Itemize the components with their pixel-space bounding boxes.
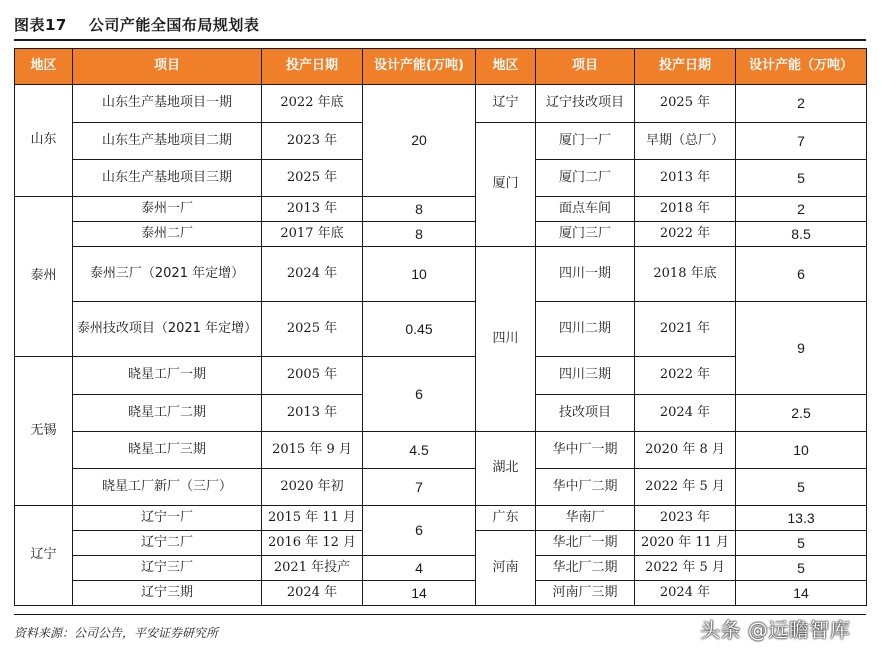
date-cell: 2020 年 11 月 bbox=[635, 531, 736, 556]
capacity-cell: 2 bbox=[736, 197, 867, 222]
capacity-cell: 14 bbox=[736, 581, 867, 606]
capacity-cell: 8 bbox=[363, 197, 476, 222]
project-cell: 技改项目 bbox=[536, 395, 635, 432]
project-cell: 河南厂三期 bbox=[536, 581, 635, 606]
header-capacity: 设计产能(万吨) bbox=[363, 49, 476, 85]
capacity-cell: 5 bbox=[736, 469, 867, 506]
capacity-cell: 20 bbox=[363, 85, 476, 197]
watermark: 头条 @远瞻智库 bbox=[700, 618, 851, 642]
date-cell: 2013 年 bbox=[262, 197, 363, 222]
date-cell: 2015 年 11 月 bbox=[262, 506, 363, 531]
table-row bbox=[15, 581, 867, 606]
project-cell: 辽宁技改项目 bbox=[536, 85, 635, 123]
date-cell: 2022 年 bbox=[635, 357, 736, 395]
capacity-cell: 0.45 bbox=[363, 302, 476, 357]
region-cell: 泰州 bbox=[15, 197, 73, 357]
date-cell: 2025 年 bbox=[262, 160, 363, 197]
project-cell: 山东生产基地项目三期 bbox=[73, 160, 262, 197]
table-row bbox=[15, 222, 867, 247]
region-cell: 河南 bbox=[476, 531, 536, 606]
project-cell: 华南厂 bbox=[536, 506, 635, 531]
project-cell: 华北厂一期 bbox=[536, 531, 635, 556]
project-cell: 山东生产基地项目二期 bbox=[73, 123, 262, 160]
header-date: 投产日期 bbox=[262, 49, 363, 85]
region-cell: 无锡 bbox=[15, 357, 73, 506]
project-cell: 泰州三厂（2021 年定增） bbox=[73, 247, 262, 302]
capacity-cell: 7 bbox=[736, 123, 867, 160]
project-cell: 四川一期 bbox=[536, 247, 635, 302]
figure-title: 公司产能全国布局规划表 bbox=[88, 16, 260, 34]
header-row bbox=[15, 49, 867, 85]
capacity-cell: 10 bbox=[736, 432, 867, 469]
date-cell: 2025 年 bbox=[262, 302, 363, 357]
header-date-right: 投产日期 bbox=[635, 49, 736, 85]
project-cell: 辽宁二厂 bbox=[73, 531, 262, 556]
capacity-cell: 9 bbox=[736, 302, 867, 395]
header-capacity-right: 设计产能（万吨） bbox=[736, 49, 867, 85]
table-row bbox=[15, 247, 867, 302]
project-cell: 山东生产基地项目一期 bbox=[73, 85, 262, 123]
project-cell: 泰州一厂 bbox=[73, 197, 262, 222]
project-cell: 厦门二厂 bbox=[536, 160, 635, 197]
capacity-cell: 4 bbox=[363, 556, 476, 581]
date-cell: 2005 年 bbox=[262, 357, 363, 395]
project-cell: 华北厂二期 bbox=[536, 556, 635, 581]
date-cell: 2020 年 8 月 bbox=[635, 432, 736, 469]
table-title bbox=[14, 14, 259, 35]
region-cell: 湖北 bbox=[476, 432, 536, 506]
project-cell: 华中厂二期 bbox=[536, 469, 635, 506]
capacity-cell: 6 bbox=[363, 357, 476, 432]
date-cell: 2023 年 bbox=[635, 506, 736, 531]
capacity-cell: 2.5 bbox=[736, 395, 867, 432]
table-row bbox=[15, 197, 867, 222]
date-cell: 2022 年底 bbox=[262, 85, 363, 123]
table-row bbox=[15, 85, 867, 123]
date-cell: 早期（总厂） bbox=[635, 123, 736, 160]
capacity-cell: 6 bbox=[736, 247, 867, 302]
date-cell: 2017 年底 bbox=[262, 222, 363, 247]
region-cell: 广东 bbox=[476, 506, 536, 531]
region-cell: 厦门 bbox=[476, 123, 536, 247]
date-cell: 2025 年 bbox=[635, 85, 736, 123]
project-cell: 四川三期 bbox=[536, 357, 635, 395]
date-cell: 2015 年 9 月 bbox=[262, 432, 363, 469]
date-cell: 2018 年底 bbox=[635, 247, 736, 302]
table-row bbox=[15, 432, 867, 469]
table-row bbox=[15, 556, 867, 581]
project-cell: 晓星工厂三期 bbox=[73, 432, 262, 469]
project-cell: 厦门三厂 bbox=[536, 222, 635, 247]
header-project: 项目 bbox=[73, 49, 262, 85]
capacity-cell: 13.3 bbox=[736, 506, 867, 531]
header-region-right: 地区 bbox=[476, 49, 536, 85]
capacity-cell: 4.5 bbox=[363, 432, 476, 469]
project-cell: 辽宁一厂 bbox=[73, 506, 262, 531]
project-cell: 辽宁三厂 bbox=[73, 556, 262, 581]
source-note: 资料来源：公司公告，平安证券研究所 bbox=[14, 626, 219, 640]
project-cell: 晓星工厂新厂（三厂） bbox=[73, 469, 262, 506]
date-cell: 2024 年 bbox=[262, 581, 363, 606]
date-cell: 2022 年 bbox=[635, 222, 736, 247]
project-cell: 辽宁三期 bbox=[73, 581, 262, 606]
capacity-cell: 7 bbox=[363, 469, 476, 506]
capacity-cell: 8 bbox=[363, 222, 476, 247]
date-cell: 2022 年 5 月 bbox=[635, 556, 736, 581]
capacity-cell: 10 bbox=[363, 247, 476, 302]
date-cell: 2023 年 bbox=[262, 123, 363, 160]
date-cell: 2020 年初 bbox=[262, 469, 363, 506]
figure-number: 图表17 bbox=[14, 16, 67, 34]
region-cell: 辽宁 bbox=[15, 506, 73, 606]
capacity-cell: 8.5 bbox=[736, 222, 867, 247]
date-cell: 2024 年 bbox=[635, 581, 736, 606]
date-cell: 2024 年 bbox=[262, 247, 363, 302]
project-cell: 四川二期 bbox=[536, 302, 635, 357]
date-cell: 2018 年 bbox=[635, 197, 736, 222]
top-rule bbox=[14, 39, 866, 41]
project-cell: 泰州二厂 bbox=[73, 222, 262, 247]
project-cell: 晓星工厂一期 bbox=[73, 357, 262, 395]
project-cell: 晓星工厂二期 bbox=[73, 395, 262, 432]
table-row bbox=[15, 506, 867, 531]
project-cell: 厦门一厂 bbox=[536, 123, 635, 160]
capacity-cell: 5 bbox=[736, 160, 867, 197]
table-row bbox=[15, 302, 867, 357]
project-cell: 泰州技改项目（2021 年定增） bbox=[73, 302, 262, 357]
date-cell: 2013 年 bbox=[635, 160, 736, 197]
date-cell: 2022 年 5 月 bbox=[635, 469, 736, 506]
header-project-right: 项目 bbox=[536, 49, 635, 85]
capacity-table bbox=[14, 48, 867, 606]
date-cell: 2013 年 bbox=[262, 395, 363, 432]
capacity-cell: 2 bbox=[736, 85, 867, 123]
region-cell: 四川 bbox=[476, 247, 536, 432]
date-cell: 2021 年投产 bbox=[262, 556, 363, 581]
project-cell: 面点车间 bbox=[536, 197, 635, 222]
date-cell: 2016 年 12 月 bbox=[262, 531, 363, 556]
capacity-cell: 5 bbox=[736, 556, 867, 581]
capacity-cell: 14 bbox=[363, 581, 476, 606]
table-row bbox=[15, 469, 867, 506]
capacity-cell: 6 bbox=[363, 506, 476, 556]
region-cell: 山东 bbox=[15, 85, 73, 197]
header-region: 地区 bbox=[15, 49, 73, 85]
project-cell: 华中厂一期 bbox=[536, 432, 635, 469]
capacity-cell: 5 bbox=[736, 531, 867, 556]
region-cell: 辽宁 bbox=[476, 85, 536, 123]
date-cell: 2021 年 bbox=[635, 302, 736, 357]
date-cell: 2024 年 bbox=[635, 395, 736, 432]
